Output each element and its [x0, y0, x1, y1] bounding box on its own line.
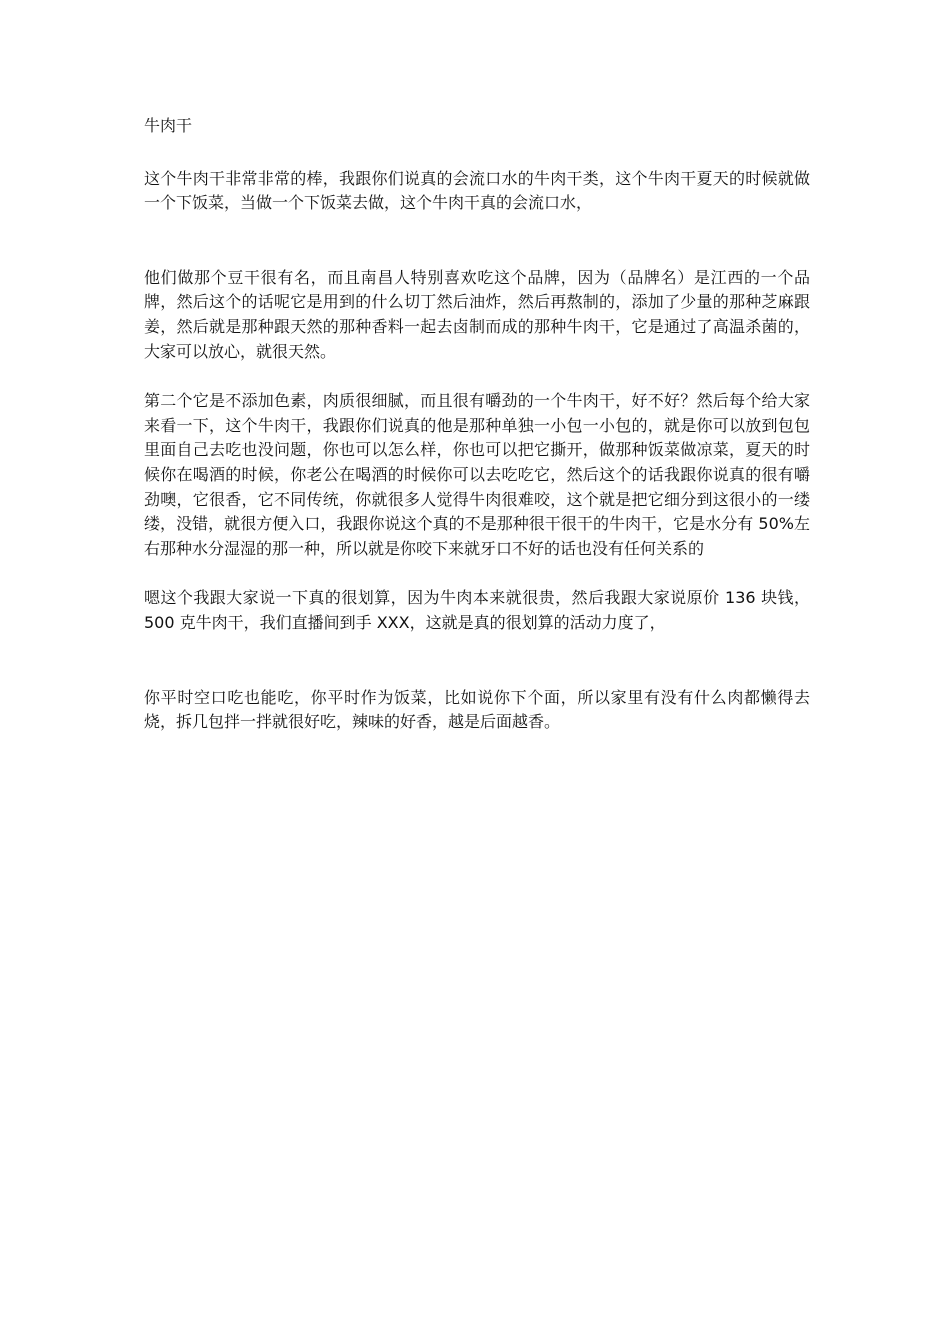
document-title: 牛肉干 [144, 116, 193, 135]
paragraph-texture: 第二个它是不添加色素，肉质很细腻，而且很有嚼劲的一个牛肉干，好不好？然后每个给大家来看一下，这个牛肉干，我跟你们说真的他是那种单独一小包一小包的，就是你可以放到包包里面自己去吃也没问题，你也可以怎么样，你也可以把它撕开，做那种饭菜做凉菜，夏天的时候你在喝酒的时候，你老公在喝酒的时候你可以去吃吃它，然后这个的话我跟你说真的很有嚼劲噢，它很香，它不同传统，你就很多人觉得牛肉很难咬，这个就是把它细分到这很小的一缕缕，没错，就很方便入口，我跟你说这个真的不是那种很干很干的牛肉干，它是水分有 50%左右那种水分湿湿的那一种，所以就是你咬下来就牙口不好的话也没有任何关系的 [144, 391, 810, 558]
paragraph-brand: 他们做那个豆干很有名，而且南昌人特别喜欢吃这个品牌，因为（品牌名）是江西的一个品牌，然后这个的话呢它是用到的什么切丁然后油炸，然后再熬制的，添加了少量的那种芝麻跟姜，然后就是那种跟天然的那种香料一起去卤制而成的那种牛肉干，它是通过了高温杀菌的，大家可以放心，就很天然。 [144, 267, 810, 361]
paragraph-intro: 这个牛肉干非常非常的棒，我跟你们说真的会流口水的牛肉干类，这个牛肉干夏天的时候就做一个下饭菜，当做一个下饭菜去做，这个牛肉干真的会流口水， [144, 168, 810, 213]
paragraph-price: 嗯这个我跟大家说一下真的很划算，因为牛肉本来就很贵，然后我跟大家说原价 136 块钱，500 克牛肉干，我们直播间到手 XXX，这就是真的很划算的活动力度了， [144, 588, 810, 632]
document-body [144, 114, 810, 760]
paragraph-usage: 你平时空口吃也能吃，你平时作为饭菜，比如说你下个面，所以家里有没有什么肉都懒得去烧，拆几包拌一拌就很好吃，辣味的好香，越是后面越香。 [144, 687, 810, 732]
